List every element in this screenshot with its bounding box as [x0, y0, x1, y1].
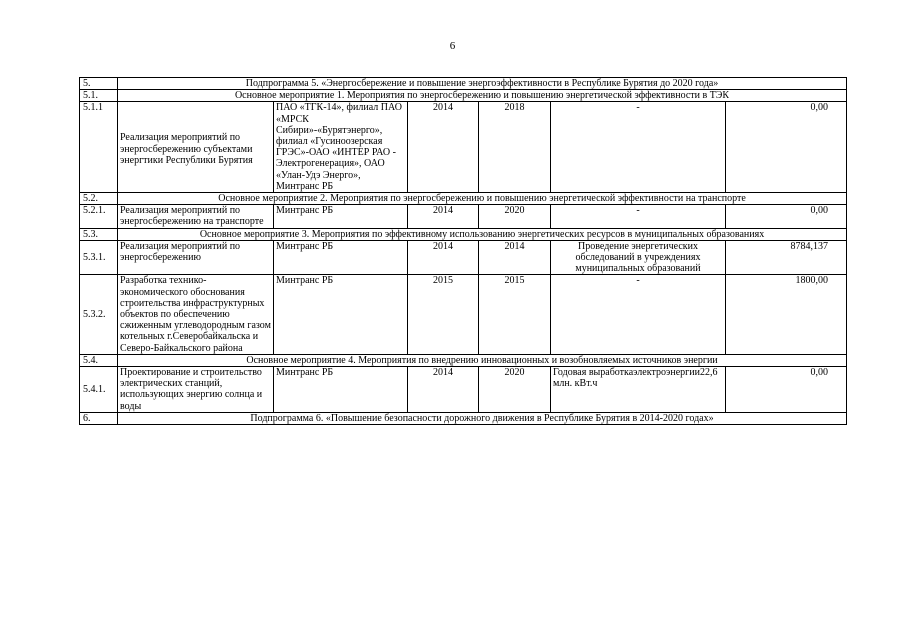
activity-5-3-2-row: [80, 275, 847, 354]
subprogram-title: Подпрограмма 6. «Повышение безопасности дорожного движения в Республике Бурятия в 2014-2020 годах»: [118, 412, 847, 424]
executor: Минтранс РБ: [274, 240, 408, 275]
end-year: 2015: [479, 275, 551, 354]
expected-result: Годовая выработкаэлектроэнергии22,6 млн. кВт.ч: [551, 367, 726, 413]
amount: 1800,00: [726, 275, 847, 354]
expected-result: Проведение энергетических обследований в учреждениях муниципальных образований: [551, 240, 726, 275]
executor: Минтранс РБ: [274, 275, 408, 354]
row-number: 5.1.: [80, 90, 118, 102]
start-year: 2014: [408, 367, 479, 413]
activity-name: Реализация мероприятий по энергосбережению: [118, 240, 274, 275]
activity-5-2-1-row: [80, 205, 847, 228]
amount: 0,00: [726, 205, 847, 228]
executor: Минтранс РБ: [274, 205, 408, 228]
activity-name: Реализация мероприятий по энергосбережению на транспорте: [118, 205, 274, 228]
row-number: 6.: [80, 412, 118, 424]
expected-result: -: [551, 205, 726, 228]
measure-5-4-row: [80, 354, 847, 366]
start-year: 2014: [408, 240, 479, 275]
row-number: 5.4.: [80, 354, 118, 366]
row-number: 5.2.1.: [80, 205, 118, 228]
activity-name: Реализация мероприятий по энергосбережению субъектами энергтики Республики Бурятия: [118, 102, 274, 193]
activity-5-3-1-row: [80, 240, 847, 275]
start-year: 2015: [408, 275, 479, 354]
activity-5-4-1-row: [80, 367, 847, 413]
end-year: 2020: [479, 367, 551, 413]
measure-5-3-row: [80, 228, 847, 240]
executor: Минтранс РБ: [274, 367, 408, 413]
end-year: 2020: [479, 205, 551, 228]
activity-name: Проектирование и строительство электрических станций, использующих энергию солнца и воды: [118, 367, 274, 413]
subprogram-title: Подпрограмма 5. «Энергосбережение и повышение энергоэффективности в Республике Бурятия до 2020 года»: [118, 78, 847, 90]
measure-5-2-row: [80, 193, 847, 205]
end-year: 2018: [479, 102, 551, 193]
end-year: 2014: [479, 240, 551, 275]
amount: 8784,137: [726, 240, 847, 275]
row-number: 5.3.2.: [80, 275, 118, 354]
subprogram-5-row: [80, 78, 847, 90]
row-number: 5.1.1: [80, 102, 118, 193]
page-number: 6: [449, 40, 456, 52]
expected-result: -: [551, 102, 726, 193]
executor: ПАО «ТГК-14», филиал ПАО «МРСК Сибири»-«Бурятэнерго», филиал «Гусиноозерская ГРЭС»-ОАО «ИНТЕР РАО - Электрогенерация», ОАО «Улан-Удэ Энерго», Минтранс РБ: [274, 102, 408, 193]
activity-name: Разработка технико-экономического обоснования строительства инфраструктурных объектов по обеспечению сжиженным углеводородным газом котельных г.Северобайкальска и Северо-Байкальского района: [118, 275, 274, 354]
measure-5-1-row: [80, 90, 847, 102]
start-year: 2014: [408, 102, 479, 193]
row-number: 5.3.1.: [80, 240, 118, 275]
measure-title: Основное мероприятие 1. Мероприятия по энергосбережению и повышению энергетической эффективности в ТЭК: [118, 90, 847, 102]
measure-title: Основное мероприятие 2. Мероприятия по энергосбережению и повышению энергетической эффективности на транспорте: [118, 193, 847, 205]
measure-title: Основное мероприятие 4. Мероприятия по внедрению инновационных и возобновляемых источников энергии: [118, 354, 847, 366]
row-number: 5.4.1.: [80, 367, 118, 413]
subprogram-6-row: [80, 412, 847, 424]
expected-result: -: [551, 275, 726, 354]
program-table: [79, 77, 847, 425]
measure-title: Основное мероприятие 3. Мероприятия по эффективному использованию энергетических ресурсов в муниципальных образованиях: [118, 228, 847, 240]
row-number: 5.: [80, 78, 118, 90]
amount: 0,00: [726, 367, 847, 413]
row-number: 5.3.: [80, 228, 118, 240]
amount: 0,00: [726, 102, 847, 193]
row-number: 5.2.: [80, 193, 118, 205]
start-year: 2014: [408, 205, 479, 228]
activity-5-1-1-row: [80, 102, 847, 193]
